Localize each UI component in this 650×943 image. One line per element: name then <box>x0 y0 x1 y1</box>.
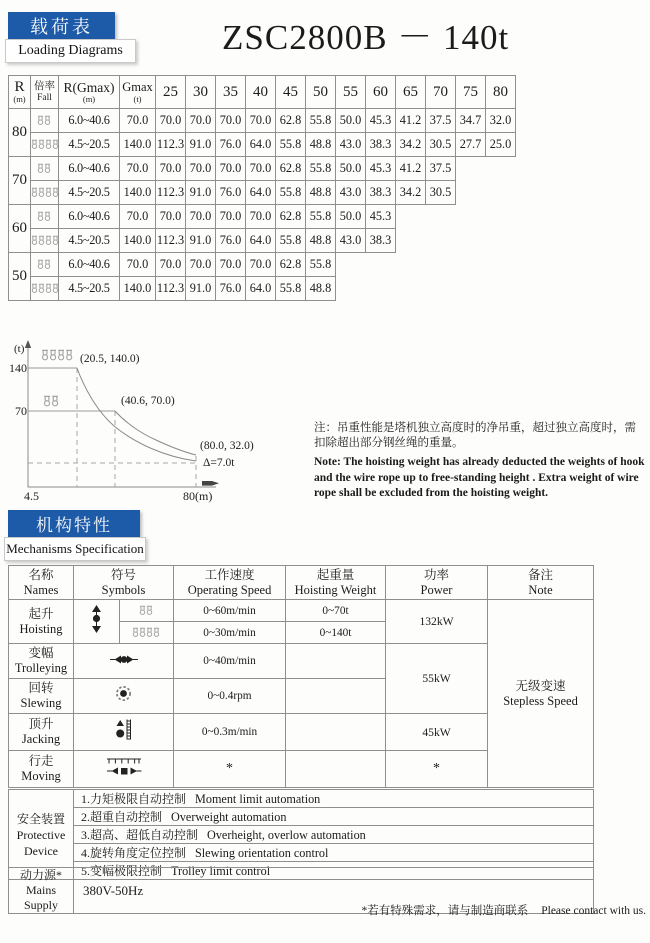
slewing-symbol-cell <box>74 679 174 714</box>
jacking-symbol-icon <box>115 719 132 740</box>
mechanisms-table <box>8 565 594 788</box>
load-value-cell: 34.7 <box>456 109 486 133</box>
protective-row-1 <box>9 790 594 808</box>
hoisting-power: 132kW <box>386 600 488 644</box>
trolleying-weight-empty <box>286 644 386 679</box>
col-header-r30: 30 <box>186 76 216 109</box>
jacking-power: 45kW <box>386 714 488 751</box>
col-header-rgmax: R(Gmax) (m) <box>59 76 120 109</box>
gmax-cell: 140.0 <box>120 181 156 205</box>
load-value-cell: 70.0 <box>156 109 186 133</box>
mech-col-weight: 起重量 Hoisting Weight <box>286 566 386 600</box>
load-value-cell: 55.8 <box>276 229 306 253</box>
load-value-cell: 70.0 <box>186 253 216 277</box>
load-value-cell: 50.0 <box>336 157 366 181</box>
loading-table <box>8 75 516 301</box>
load-value-cell: 62.8 <box>276 205 306 229</box>
loading-table-container <box>8 75 516 301</box>
load-value-cell: 64.0 <box>246 277 276 301</box>
load-value-cell: 64.0 <box>246 181 276 205</box>
load-curve-chart <box>8 338 308 508</box>
mechanisms-table-container <box>8 565 594 788</box>
protective-item-en: Moment limit automation <box>195 792 321 806</box>
mech-col-symbols: 符号 Symbols <box>74 566 174 600</box>
fall-symbol-cell <box>31 253 59 277</box>
col-header-r45: 45 <box>276 76 306 109</box>
four-fall-icon <box>31 235 59 246</box>
load-value-cell: 70.0 <box>156 157 186 181</box>
radius-cell: 80 <box>9 109 31 157</box>
load-value-cell: 30.5 <box>426 133 456 157</box>
trolleying-speed: 0~40m/min <box>174 644 286 679</box>
four-fall-icon <box>31 139 59 150</box>
four-fall-symbol-cell <box>120 622 174 644</box>
moving-weight-empty <box>286 751 386 788</box>
footer-note <box>340 902 646 918</box>
two-fall-icon <box>37 163 53 174</box>
load-value-cell: 45.3 <box>366 205 396 229</box>
load-value-cell: 62.8 <box>276 253 306 277</box>
load-value-cell: 70.0 <box>246 253 276 277</box>
hoisting-name-cell: 起升 Hoisting <box>9 600 74 644</box>
load-value-cell: 64.0 <box>246 229 276 253</box>
load-value-cell: 70.0 <box>186 109 216 133</box>
rgmax-range-cell: 4.5~20.5 <box>59 229 120 253</box>
hoisting-symbol-cell <box>74 600 120 644</box>
loading-header-zh-text: 载荷表 <box>30 16 93 37</box>
load-value-cell: 45.3 <box>366 157 396 181</box>
protective-item-zh: 4.旋转角度定位控制 <box>81 846 187 860</box>
protective-item-zh: 1.力矩极限自动控制 <box>81 792 187 806</box>
loading-header-en-text: Loading Diagrams <box>18 43 123 58</box>
protective-item-cell <box>74 790 594 808</box>
load-value-cell: 112.3 <box>156 229 186 253</box>
load-value-cell: 112.3 <box>156 277 186 301</box>
slewing-weight-empty <box>286 679 386 714</box>
load-value-cell: 45.3 <box>366 109 396 133</box>
col-header-r80: 80 <box>486 76 516 109</box>
load-value-cell: 76.0 <box>216 229 246 253</box>
load-value-cell: 70.0 <box>246 109 276 133</box>
page-title: ZSC2800B － 140t <box>222 18 510 57</box>
gmax-cell: 70.0 <box>120 109 156 133</box>
gmax-cell: 140.0 <box>120 133 156 157</box>
load-value-cell: 70.0 <box>156 205 186 229</box>
rgmax-range-cell: 6.0~40.6 <box>59 109 120 133</box>
radius-cell: 60 <box>9 205 31 253</box>
moving-symbol-cell <box>74 751 174 788</box>
load-value-cell: 91.0 <box>186 277 216 301</box>
load-value-cell: 38.3 <box>366 133 396 157</box>
load-value-cell: 55.8 <box>276 181 306 205</box>
load-value-cell: 25.0 <box>486 133 516 157</box>
load-value-cell: 41.2 <box>396 157 426 181</box>
load-value-cell: 55.8 <box>306 205 336 229</box>
protective-item-en: Overheight, overlow automation <box>207 828 366 842</box>
gmax-cell: 140.0 <box>120 277 156 301</box>
chart-two-fall-icon <box>44 396 58 405</box>
load-value-cell: 70.0 <box>186 205 216 229</box>
load-value-cell: 55.8 <box>306 109 336 133</box>
gmax-cell: 70.0 <box>120 205 156 229</box>
curve-2-fall <box>115 411 196 455</box>
rgmax-range-cell: 6.0~40.6 <box>59 253 120 277</box>
mech-header-en-text: Mechanisms Specification <box>6 541 144 556</box>
mech-col-speed: 工作速度 Operating Speed <box>174 566 286 600</box>
protective-row-4 <box>9 844 594 862</box>
col-header-r65: 65 <box>396 76 426 109</box>
protective-label-line: 安全装置 <box>16 811 65 826</box>
mech-col-note: 备注 Note <box>488 566 594 600</box>
protective-item-zh: 5.变幅极限控制 <box>81 864 163 878</box>
loading-diagrams-header-zh <box>8 12 115 39</box>
load-value-cell: 91.0 <box>186 133 216 157</box>
load-value-cell: 34.2 <box>396 133 426 157</box>
fall-symbol-cell <box>31 181 59 205</box>
gmax-cell: 70.0 <box>120 157 156 181</box>
load-value-cell: 70.0 <box>216 109 246 133</box>
x-end-label: 80(m) <box>183 489 213 503</box>
four-fall-icon <box>31 283 59 294</box>
fall-symbol-cell <box>31 109 59 133</box>
protective-item-cell <box>74 808 594 826</box>
y-axis-unit-label: (t) <box>14 343 25 355</box>
load-value-cell: 64.0 <box>246 133 276 157</box>
mechanisms-header-en <box>4 537 146 561</box>
loading-row-80-2fall <box>9 109 516 133</box>
jacking-name-cell: 顶升 Jacking <box>9 714 74 751</box>
fall-symbol-cell <box>31 133 59 157</box>
load-value-cell: 76.0 <box>216 181 246 205</box>
jacking-speed: 0~0.3m/min <box>174 714 286 751</box>
load-value-cell: 62.8 <box>276 157 306 181</box>
rgmax-range-cell: 4.5~20.5 <box>59 133 120 157</box>
footer-zh: *若有特殊需求，请与制造商联系 <box>361 905 529 917</box>
protective-item-zh: 2.超重自动控制 <box>81 810 163 824</box>
load-value-cell: 70.0 <box>216 157 246 181</box>
hoisting-speed-1: 0~60m/min <box>174 600 286 622</box>
rgmax-range-cell: 6.0~40.6 <box>59 157 120 181</box>
hoisting-speed-2: 0~30m/min <box>174 622 286 644</box>
protective-item-cell <box>74 826 594 844</box>
col-header-r75: 75 <box>456 76 486 109</box>
load-value-cell: 70.0 <box>246 157 276 181</box>
gmax-cell: 140.0 <box>120 229 156 253</box>
four-fall-icon <box>31 187 59 198</box>
load-value-cell: 70.0 <box>186 157 216 181</box>
loading-table-header-row <box>9 76 516 109</box>
protective-item-en: Overweight automation <box>171 810 287 824</box>
load-value-cell: 55.8 <box>306 253 336 277</box>
moving-power: * <box>386 751 488 788</box>
load-value-cell: 37.5 <box>426 157 456 181</box>
load-value-cell: 55.8 <box>306 157 336 181</box>
load-value-cell: 55.8 <box>276 277 306 301</box>
x-axis-arrow-icon <box>202 481 219 486</box>
fall-symbol-cell <box>31 205 59 229</box>
load-value-cell: 91.0 <box>186 229 216 253</box>
annotation-delta: Δ=7.0t <box>203 457 235 469</box>
load-value-cell: 112.3 <box>156 181 186 205</box>
moving-speed: * <box>174 751 286 788</box>
annotation-80: (80.0, 32.0) <box>200 440 254 452</box>
protective-label-cell <box>9 790 74 880</box>
two-fall-icon <box>139 605 155 616</box>
jacking-weight-empty <box>286 714 386 751</box>
two-fall-icon <box>37 259 53 270</box>
load-value-cell: 70.0 <box>246 205 276 229</box>
load-value-cell: 48.8 <box>306 229 336 253</box>
load-value-cell: 34.2 <box>396 181 426 205</box>
y-tick-140: 140 <box>9 361 27 375</box>
note-zh: 注：吊重性能是塔机独立高度时的净吊重，超过独立高度时，需扣除超出部分钢丝绳的重量。 <box>314 422 636 449</box>
moving-name-cell: 行走 Moving <box>9 751 74 788</box>
slewing-name-cell: 回转 Slewing <box>9 679 74 714</box>
two-fall-icon <box>37 115 53 126</box>
load-value-cell: 41.2 <box>396 109 426 133</box>
y-axis-arrow-icon <box>25 340 31 348</box>
loading-diagrams-header-en <box>5 39 136 63</box>
footer-en: Please contact with us. <box>541 905 646 917</box>
mech-header-row <box>9 566 594 600</box>
col-header-radius: R (m) <box>9 76 31 109</box>
loading-row-60-4fall <box>9 229 516 253</box>
y-tick-70: 70 <box>15 404 27 418</box>
protective-item-en: Slewing orientation control <box>195 846 329 860</box>
col-header-r35: 35 <box>216 76 246 109</box>
load-value-cell: 50.0 <box>336 109 366 133</box>
load-value-cell: 91.0 <box>186 181 216 205</box>
loading-row-50-4fall <box>9 277 516 301</box>
load-value-cell: 43.0 <box>336 181 366 205</box>
two-fall-icon <box>44 396 58 405</box>
fall-symbol-cell <box>31 277 59 301</box>
notes-block <box>314 421 646 502</box>
load-value-cell: 38.3 <box>366 229 396 253</box>
load-value-cell: 70.0 <box>156 253 186 277</box>
stepless-speed-note-cell: 无级变速 Stepless Speed <box>488 600 594 788</box>
col-header-r70: 70 <box>426 76 456 109</box>
protective-item-zh: 3.超高、超低自动控制 <box>81 828 199 842</box>
mech-header-zh-text: 机构特性 <box>36 516 112 535</box>
rgmax-range-cell: 4.5~20.5 <box>59 181 120 205</box>
gmax-cell: 70.0 <box>120 253 156 277</box>
loading-row-70-2fall <box>9 157 516 181</box>
load-value-cell: 70.0 <box>216 253 246 277</box>
dashed-guides <box>28 368 196 487</box>
col-header-gmax: Gmax (t) <box>120 76 156 109</box>
mech-col-names: 名称 Names <box>9 566 74 600</box>
loading-row-80-4fall <box>9 133 516 157</box>
hoisting-weight-1: 0~70t <box>286 600 386 622</box>
col-header-r50: 50 <box>306 76 336 109</box>
chart-four-fall-icon <box>42 350 72 359</box>
note-en: Note: The hoisting weight has already deducted the weights of hook and the wire rope up to free-standing height . Extra weight of wire rope shall be excluded from the hoisting weight. <box>314 456 645 499</box>
load-value-cell: 50.0 <box>336 205 366 229</box>
col-header-r60: 60 <box>366 76 396 109</box>
four-fall-icon <box>132 627 162 638</box>
annotation-20-5: (20.5, 140.0) <box>80 353 140 365</box>
load-value-cell: 62.8 <box>276 109 306 133</box>
hoisting-symbol-icon <box>90 605 103 633</box>
trolley-slew-power: 55kW <box>386 644 488 714</box>
protective-item-en: Trolley limit control <box>171 864 271 878</box>
trolleying-symbol-icon <box>110 654 138 665</box>
col-header-r55: 55 <box>336 76 366 109</box>
jacking-symbol-cell <box>74 714 174 751</box>
two-fall-icon <box>37 211 53 222</box>
chart-axes <box>28 346 216 487</box>
protective-item-cell <box>74 844 594 862</box>
slewing-speed: 0~0.4rpm <box>174 679 286 714</box>
rgmax-range-cell: 6.0~40.6 <box>59 205 120 229</box>
load-value-cell: 27.7 <box>456 133 486 157</box>
load-value-cell: 48.8 <box>306 181 336 205</box>
hoisting-weight-2: 0~140t <box>286 622 386 644</box>
mechanisms-header-zh <box>8 510 140 537</box>
col-header-r25: 25 <box>156 76 186 109</box>
mains-label-cell: 动力源* Mains Supply <box>9 868 74 914</box>
col-header-r40: 40 <box>246 76 276 109</box>
trolleying-name-cell: 变幅 Trolleying <box>9 644 74 679</box>
rgmax-range-cell: 4.5~20.5 <box>59 277 120 301</box>
loading-row-70-4fall <box>9 181 516 205</box>
col-header-fall: 倍率 Fall <box>31 76 59 109</box>
load-value-cell: 112.3 <box>156 133 186 157</box>
protective-label-line: Protective <box>16 827 66 842</box>
annotation-40-6: (40.6, 70.0) <box>121 395 175 407</box>
load-value-cell: 37.5 <box>426 109 456 133</box>
protective-label-line: Device <box>24 843 58 858</box>
moving-symbol-icon <box>106 758 142 776</box>
curve-4-fall <box>77 368 196 461</box>
load-value-cell: 70.0 <box>216 205 246 229</box>
hoisting-row-1 <box>9 600 594 622</box>
load-value-cell: 38.3 <box>366 181 396 205</box>
two-fall-symbol-cell <box>120 600 174 622</box>
loading-row-60-2fall <box>9 205 516 229</box>
protective-row-2 <box>9 808 594 826</box>
load-value-cell: 55.8 <box>276 133 306 157</box>
fall-symbol-cell <box>31 157 59 181</box>
load-value-cell: 43.0 <box>336 229 366 253</box>
radius-cell: 70 <box>9 157 31 205</box>
mains-value-cell: 380V-50Hz <box>74 868 594 914</box>
load-value-cell: 76.0 <box>216 133 246 157</box>
x-origin-label: 4.5 <box>24 489 39 503</box>
protective-row-3 <box>9 826 594 844</box>
load-value-cell: 48.8 <box>306 277 336 301</box>
load-value-cell: 48.8 <box>306 133 336 157</box>
mech-col-power: 功率 Power <box>386 566 488 600</box>
four-fall-icon <box>42 350 72 359</box>
load-value-cell: 30.5 <box>426 181 456 205</box>
load-value-cell: 32.0 <box>486 109 516 133</box>
radius-cell: 50 <box>9 253 31 301</box>
loading-row-50-2fall <box>9 253 516 277</box>
load-value-cell: 76.0 <box>216 277 246 301</box>
slewing-symbol-icon <box>115 685 132 702</box>
fall-symbol-cell <box>31 229 59 253</box>
load-value-cell: 43.0 <box>336 133 366 157</box>
trolleying-symbol-cell <box>74 644 174 679</box>
